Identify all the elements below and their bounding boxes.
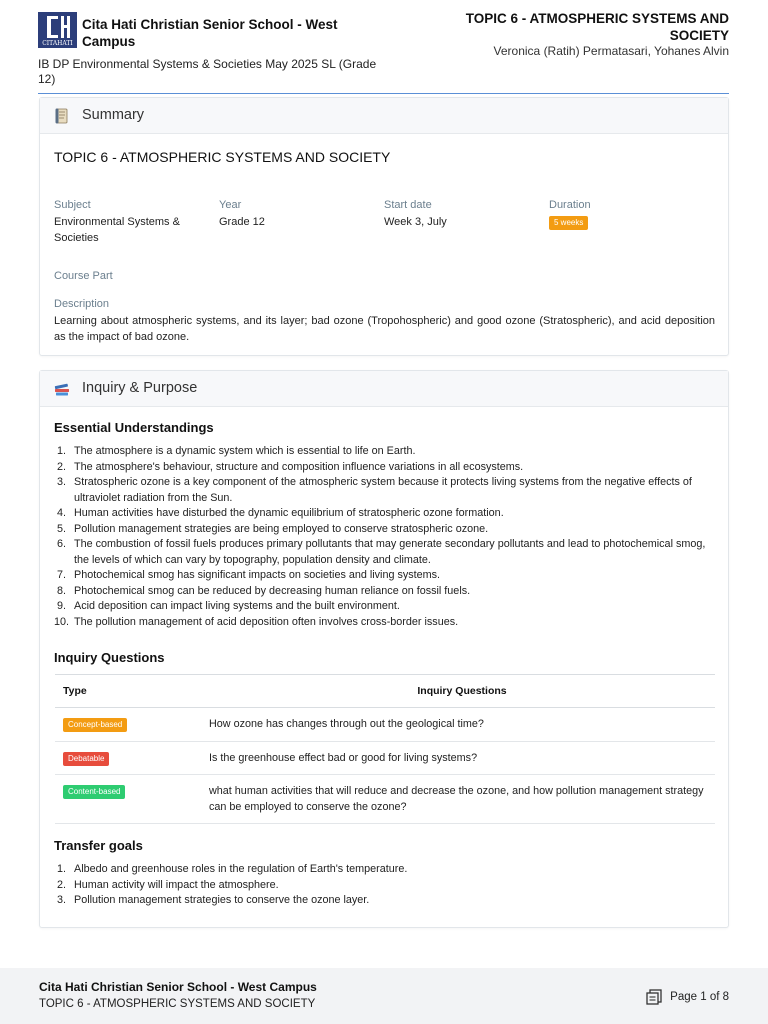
question-type-badge: Concept-based	[63, 718, 127, 732]
description-label: Description	[54, 298, 110, 310]
list-number: 4.	[56, 507, 66, 519]
transfer-goal-item	[54, 862, 714, 878]
essential-understanding-item	[54, 460, 714, 476]
essential-understanding-item	[54, 444, 714, 460]
summary-heading: Summary	[82, 107, 145, 123]
transfer-goal-item	[54, 878, 714, 894]
list-number: 1.	[56, 445, 66, 457]
list-text: Pollution management strategies are being employed to conserve stratospheric ozone.	[74, 522, 489, 535]
duration-label: Duration	[549, 199, 591, 211]
start-date-value: Week 3, July	[384, 216, 447, 228]
school-logo	[38, 12, 77, 48]
scroll-icon	[55, 108, 69, 124]
footer-school: Cita Hati Christian Senior School - West Campus	[39, 980, 317, 994]
essential-understandings-heading: Essential Understandings	[54, 420, 214, 435]
question-cell: what human activities that will reduce and decrease the ozone, and how pollution management strategy can be employed to conserve the ozone?	[201, 775, 715, 824]
list-number: 6.	[56, 538, 66, 550]
list-text: Albedo and greenhouse roles in the regulation of Earth's temperature.	[74, 863, 408, 875]
transfer-goals-heading: Transfer goals	[54, 838, 143, 853]
list-number: 5.	[56, 522, 66, 535]
essential-understanding-item	[54, 475, 714, 506]
essential-understanding-item	[54, 506, 714, 522]
list-text: Photochemical smog can be reduced by decreasing human reliance on fossil fuels.	[74, 584, 471, 597]
essential-understanding-item	[54, 568, 714, 584]
start-date-label: Start date	[384, 199, 432, 211]
list-text: Human activities have disturbed the dynamic equilibrium of stratospheric ozone formation.	[74, 507, 504, 519]
question-cell: How ozone has changes through out the geological time?	[201, 708, 715, 742]
question-cell: Is the greenhouse effect bad or good for living systems?	[201, 741, 715, 775]
column-header-questions: Inquiry Questions	[201, 675, 715, 708]
list-text: The atmosphere is a dynamic system which is essential to life on Earth.	[74, 445, 416, 457]
year-value: Grade 12	[219, 216, 265, 228]
books-icon	[54, 382, 70, 398]
pages-icon	[646, 989, 662, 1005]
essential-understanding-item	[54, 584, 714, 600]
list-number: 9.	[56, 600, 66, 612]
type-cell	[55, 775, 201, 824]
summary-header	[40, 98, 728, 134]
question-type-badge: Content-based	[63, 785, 125, 799]
transfer-goals-list	[54, 862, 714, 909]
unit-title: TOPIC 6 - ATMOSPHERIC SYSTEMS AND SOCIETY	[54, 149, 391, 165]
list-text: Human activity will impact the atmosphere.	[74, 878, 279, 891]
list-number: 8.	[56, 584, 66, 597]
summary-card	[39, 97, 729, 356]
list-number: 7.	[56, 569, 66, 581]
list-number: 1.	[56, 863, 66, 875]
type-cell	[55, 708, 201, 742]
essential-understandings-list	[54, 444, 714, 630]
inquiry-card	[39, 370, 729, 928]
year-field	[219, 199, 379, 230]
list-text: The combustion of fossil fuels produces primary pollutants that may generate secondary pollutants and lead to photochemical smog, the levels of which can vary by topography, population density and climate.	[74, 538, 706, 566]
list-number: 3.	[56, 476, 66, 488]
essential-understanding-item	[54, 599, 714, 615]
document-header	[38, 10, 729, 94]
list-text: The pollution management of acid deposition often involves cross-border issues.	[74, 615, 459, 628]
footer-topic: TOPIC 6 - ATMOSPHERIC SYSTEMS AND SOCIETY	[39, 998, 316, 1010]
list-text: The atmosphere's behaviour, structure and composition influence variations in all ecosystems.	[74, 460, 524, 473]
list-number: 3.	[56, 894, 66, 906]
table-row	[55, 708, 715, 742]
school-name: Cita Hati Christian Senior School - West Campus	[82, 17, 338, 49]
program-name: IB DP Environmental Systems & Societies May 2025 SL (Grade 12)	[38, 57, 377, 86]
logo-text: CITAHATI	[42, 40, 73, 47]
list-text: Photochemical smog has significant impacts on societies and living systems.	[74, 569, 441, 581]
inquiry-heading: Inquiry & Purpose	[82, 380, 198, 396]
essential-understanding-item	[54, 615, 714, 631]
inquiry-questions-heading: Inquiry Questions	[54, 650, 165, 665]
inquiry-questions-table	[55, 674, 715, 824]
subject-value: Environmental Systems & Societies	[54, 216, 180, 244]
authors: Veronica (Ratih) Permatasari, Yohanes Alvin	[493, 44, 729, 58]
page-number: Page 1 of 8	[670, 991, 729, 1003]
list-number: 10.	[54, 615, 70, 628]
type-cell	[55, 741, 201, 775]
list-number: 2.	[56, 460, 66, 473]
duration-badge: 5 weeks	[549, 216, 588, 230]
start-date-field	[384, 199, 544, 230]
list-number: 2.	[56, 878, 66, 891]
table-row	[55, 775, 715, 824]
list-text: Pollution management strategies to conserve the ozone layer.	[74, 894, 370, 906]
course-part-label: Course Part	[54, 270, 113, 282]
question-type-badge: Debatable	[63, 752, 109, 766]
description-value: Learning about atmospheric systems, and its layer; bad ozone (Tropohospheric) and good ozone (Stratospheric), and acid deposition as the impact of bad ozone.	[54, 315, 715, 343]
year-label: Year	[219, 199, 242, 211]
table-header-row	[55, 675, 715, 708]
table-row	[55, 741, 715, 775]
topic-title: TOPIC 6 - ATMOSPHERIC SYSTEMS AND SOCIETY	[465, 11, 729, 43]
essential-understanding-item	[54, 537, 714, 568]
subject-field	[54, 199, 214, 246]
subject-label: Subject	[54, 199, 91, 211]
page-footer	[0, 968, 768, 1024]
list-text: Acid deposition can impact living systems and the built environment.	[74, 600, 400, 612]
duration-field	[549, 199, 709, 230]
page-indicator	[646, 989, 729, 1005]
transfer-goal-item	[54, 893, 714, 909]
list-text: Stratospheric ozone is a key component of the atmospheric system because it protects living systems from the negative effects of ultraviolet radiation from the Sun.	[74, 476, 692, 504]
essential-understanding-item	[54, 522, 714, 538]
column-header-type: Type	[55, 675, 201, 708]
inquiry-header	[40, 371, 728, 407]
